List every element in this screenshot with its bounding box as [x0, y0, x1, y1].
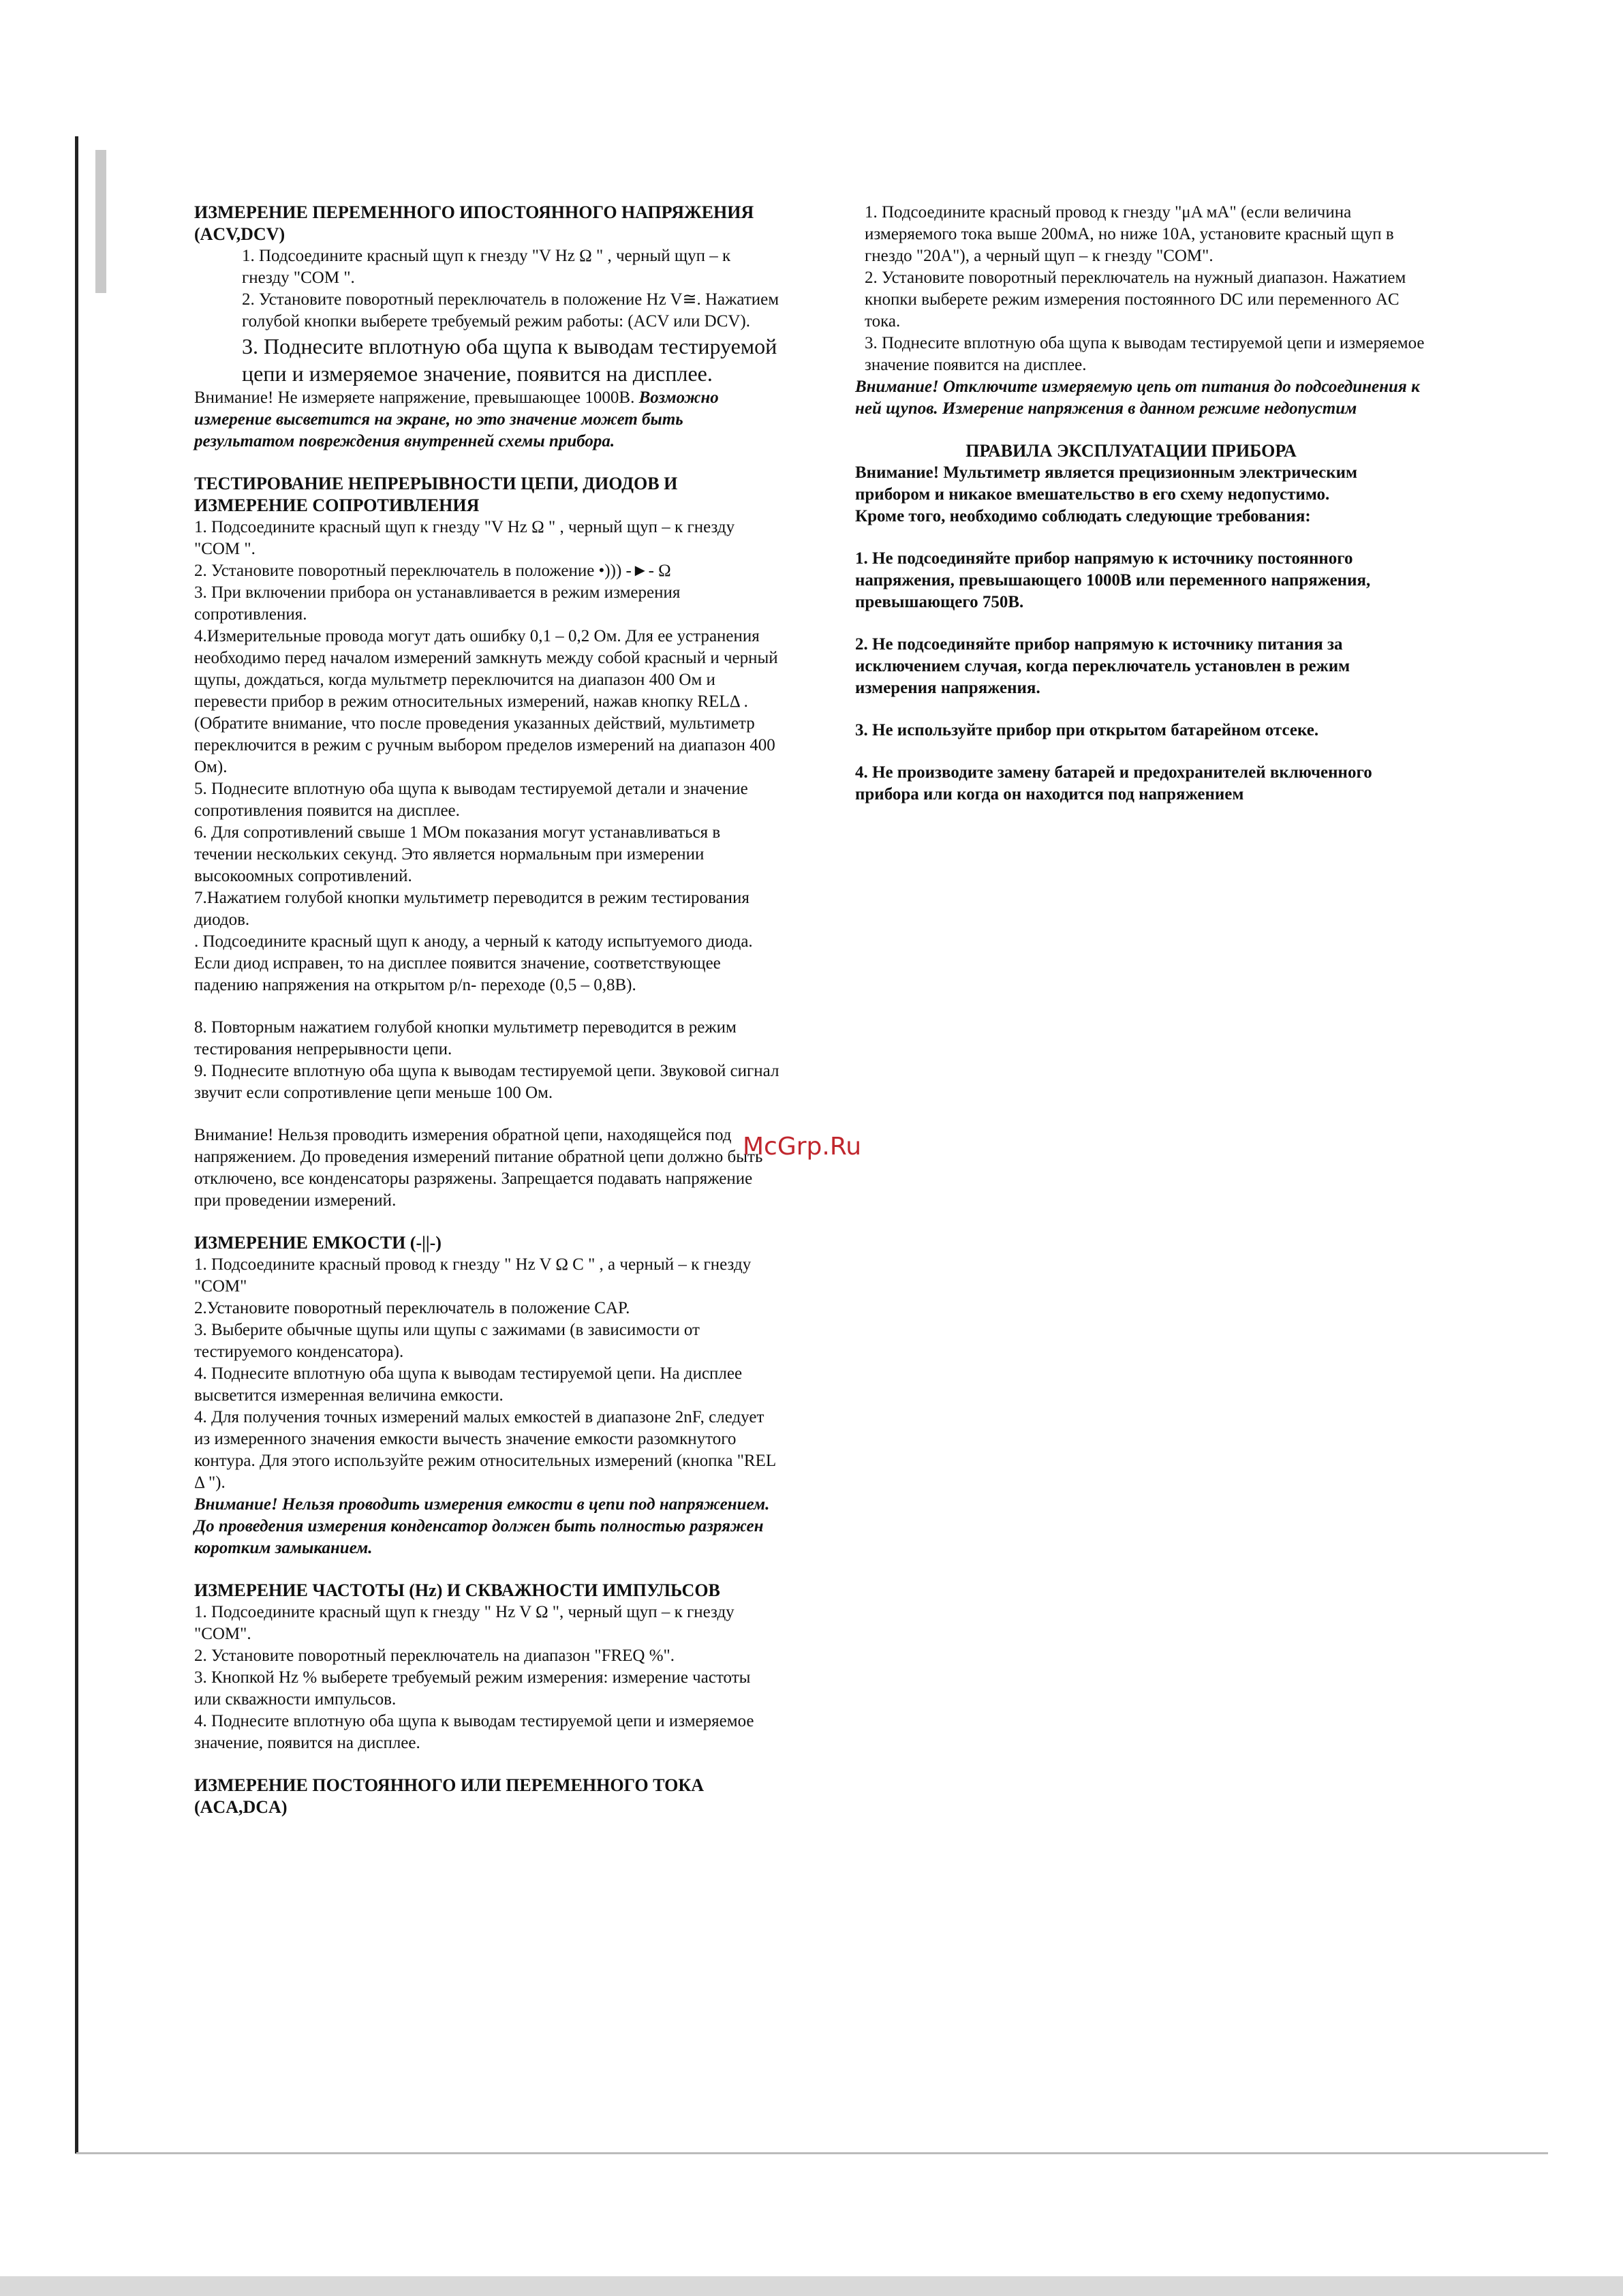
section-voltage-title: ИЗМЕРЕНИЕ ПЕРЕМЕННОГО ИПОСТОЯННОГО НАПРЯЖЕНИЯ (ACV,DCV) [194, 202, 754, 244]
right-column [855, 202, 1434, 806]
voltage-warning-italic: Возможно измерение высветится на экране, но это значение может быть результатом повреждения внутренней схемы прибора. [194, 388, 719, 450]
continuity-step-8: 8. Повторным нажатием голубой кнопки мультиметр переводится в режим тестирования непрерывности цепи. [194, 1018, 737, 1058]
section-rules [855, 440, 1434, 806]
voltage-step-3: 3. Поднесите вплотную оба щупа к выводам тестируемой цепи и измеряемое значение, появится на дисплее. [242, 334, 777, 386]
current-warning: Внимание! Отключите измеряемую цепь от питания до подсоединения к ней щупов. Измерение напряжения в данном режиме недопустим [855, 378, 1420, 418]
capacitance-warning: Внимание! Нельзя проводить измерения емкости в цепи под напряжением. До проведения измерения конденсатор должен быть полностью разряжен коротким замыканием. [194, 1495, 770, 1557]
section-capacitance [194, 1232, 780, 1559]
frequency-step-4: 4. Поднесите вплотную оба щупа к выводам тестируемой цепи и измеряемое значение, появится на дисплее. [194, 1712, 754, 1752]
continuity-step-7: 7.Нажатием голубой кнопки мультиметр переводится в режим тестирования диодов. [194, 889, 749, 929]
capacitance-step-5: 4. Для получения точных измерений малых емкостей в диапазоне 2nF, следует из измеренного значения емкости вычесть значение емкости разомкнутого контура. Для этого используйте режим относительных измерений (кнопка "REL Δ "). [194, 1408, 776, 1492]
voltage-step-1: 1. Подсоедините красный щуп к гнезду "V Hz Ω " , черный щуп – к гнезду "COM ". [242, 247, 731, 287]
continuity-step-2: 2. Установите поворотный переключатель в положение •))) -►- Ω [194, 562, 671, 580]
rules-intro: Внимание! Мультиметр является прецизионным электрическим прибором и никакое вмешательство в его схему недопустимо. [855, 463, 1358, 504]
left-column [194, 202, 780, 1818]
continuity-step-3: 3. При включении прибора он устанавливается в режим измерения сопротивления. [194, 583, 681, 624]
section-current [855, 202, 1434, 420]
rule-1: 1. Не подсоединяйте прибор напрямую к источнику постоянного напряжения, превышающего 1000В или переменного напряжения, превышающего 750В. [855, 549, 1371, 611]
current-step-3: 3. Поднесите вплотную оба щупа к выводам тестируемой цепи и измеряемое значение появится на дисплее. [865, 334, 1425, 374]
rule-2: 2. Не подсоединяйте прибор напрямую к источнику питания за исключением случая, когда переключатель установлен в режим измерения напряжения. [855, 635, 1350, 697]
rule-4: 4. Не производите замену батарей и предохранителей включенного прибора или когда он находится под напряжением [855, 763, 1372, 803]
current-step-2: 2. Установите поворотный переключатель на нужный диапазон. Нажатием кнопки выберете режим измерения постоянного DC или переменного AC тока. [865, 269, 1406, 331]
frequency-step-2: 2. Установите поворотный переключатель на диапазон "FREQ %". [194, 1647, 675, 1665]
capacitance-step-1: 1. Подсоедините красный провод к гнезду " Hz V Ω C " , а черный – к гнезду "COM" [194, 1255, 752, 1296]
voltage-warning [194, 387, 780, 453]
voltage-warning-label: Внимание! [194, 388, 274, 407]
rules-intro-2: Кроме того, необходимо соблюдать следующие требования: [855, 507, 1311, 525]
voltage-step-2: 2. Установите поворотный переключатель в положение Hz V≅. Нажатием голубой кнопки выберете требуемый режим работы: (ACV или DCV). [242, 290, 779, 331]
continuity-warning: Внимание! Нельзя проводить измерения обратной цепи, находящейся под напряжением. До проведения измерений питание обратной цепи должно быть отключено, все конденсаторы разряжены. Запрещается подавать напряжение при проведении измерений. [194, 1126, 763, 1210]
scan-bottom-edge [76, 2152, 1548, 2154]
continuity-step-5: 5. Поднесите вплотную оба щупа к выводам тестируемой детали и значение сопротивления появится на дисплее. [194, 780, 748, 820]
capacitance-step-4: 4. Поднесите вплотную оба щупа к выводам тестируемой цепи. На дисплее высветится измеренная величина емкости. [194, 1364, 743, 1405]
continuity-step-7b: . Подсоедините красный щуп к аноду, а черный к катоду испытуемого диода. Если диод исправен, то на дисплее появится значение, соответствующее падению напряжения на открытом p/n- переходе (0,5 – 0,8В). [194, 932, 753, 994]
section-frequency [194, 1580, 780, 1754]
section-current-title: ИЗМЕРЕНИЕ ПОСТОЯННОГО ИЛИ ПЕРЕМЕННОГО ТОКА (ACA,DCA) [194, 1775, 705, 1817]
voltage-warning-text: Не измеряете напряжение, превышающее 1000В. [277, 388, 635, 407]
scan-bottom-strip [0, 2276, 1623, 2296]
section-voltage [194, 202, 780, 453]
continuity-step-9: 9. Поднесите вплотную оба щупа к выводам тестируемой цепи. Звуковой сигнал звучит если сопротивление цепи меньше 100 Ом. [194, 1062, 779, 1102]
section-frequency-title: ИЗМЕРЕНИЕ ЧАСТОТЫ (Hz) И СКВАЖНОСТИ ИМПУЛЬСОВ [194, 1580, 720, 1600]
section-rules-title: ПРАВИЛА ЭКСПЛУАТАЦИИ ПРИБОРА [965, 441, 1297, 461]
current-step-1: 1. Подсоедините красный провод к гнезду "μA мA" (если величина измеряемого тока выше 200мА, но ниже 10А, установите красный щуп в гнездо "20A"), а черный щуп – к гнезду "COM". [865, 203, 1394, 265]
section-capacitance-title: ИЗМЕРЕНИЕ ЕМКОСТИ (-||-) [194, 1233, 442, 1253]
frequency-step-1: 1. Подсоедините красный щуп к гнезду " Hz V Ω ", черный щуп – к гнезду "COM". [194, 1603, 735, 1643]
continuity-step-1: 1. Подсоедините красный щуп к гнезду "V Hz Ω " , черный щуп – к гнезду "COM ". [194, 518, 735, 558]
section-continuity [194, 473, 780, 1212]
frequency-step-3: 3. Кнопкой Hz % выберете требуемый режим измерения: измерение частоты или скважности импульсов. [194, 1668, 751, 1709]
capacitance-step-3: 3. Выберите обычные щупы или щупы с зажимами (в зависимости от тестируемого конденсатора). [194, 1321, 700, 1361]
rule-3: 3. Не используйте прибор при открытом батарейном отсеке. [855, 721, 1319, 739]
scan-left-mark [95, 150, 106, 293]
watermark: McGrp.Ru [743, 1133, 862, 1161]
continuity-step-4: 4.Измерительные провода могут дать ошибку 0,1 – 0,2 Ом. Для ее устранения необходимо перед началом измерений замкнуть между собой красный и черный щупы, дождаться, когда мультметр переключится на диапазон 400 Ом и перевести прибор в режим относительных измерений, нажав кнопку RELΔ . (Обратите внимание, что после проведения указанных действий, мультиметр переключится в режим с ручным выбором пределов измерений на диапазон 400 Ом). [194, 627, 778, 776]
continuity-step-6: 6. Для сопротивлений свыше 1 МОм показания могут устанавливаться в течении нескольких секунд. Это является нормальным при измерении высокоомных сопротивлений. [194, 823, 721, 885]
section-continuity-title: ТЕСТИРОВАНИЕ НЕПРЕРЫВНОСТИ ЦЕПИ, ДИОДОВ И ИЗМЕРЕНИЕ СОПРОТИВЛЕНИЯ [194, 474, 678, 515]
scan-left-edge [75, 136, 78, 2154]
capacitance-step-2: 2.Установите поворотный переключатель в положение CAP. [194, 1299, 630, 1317]
